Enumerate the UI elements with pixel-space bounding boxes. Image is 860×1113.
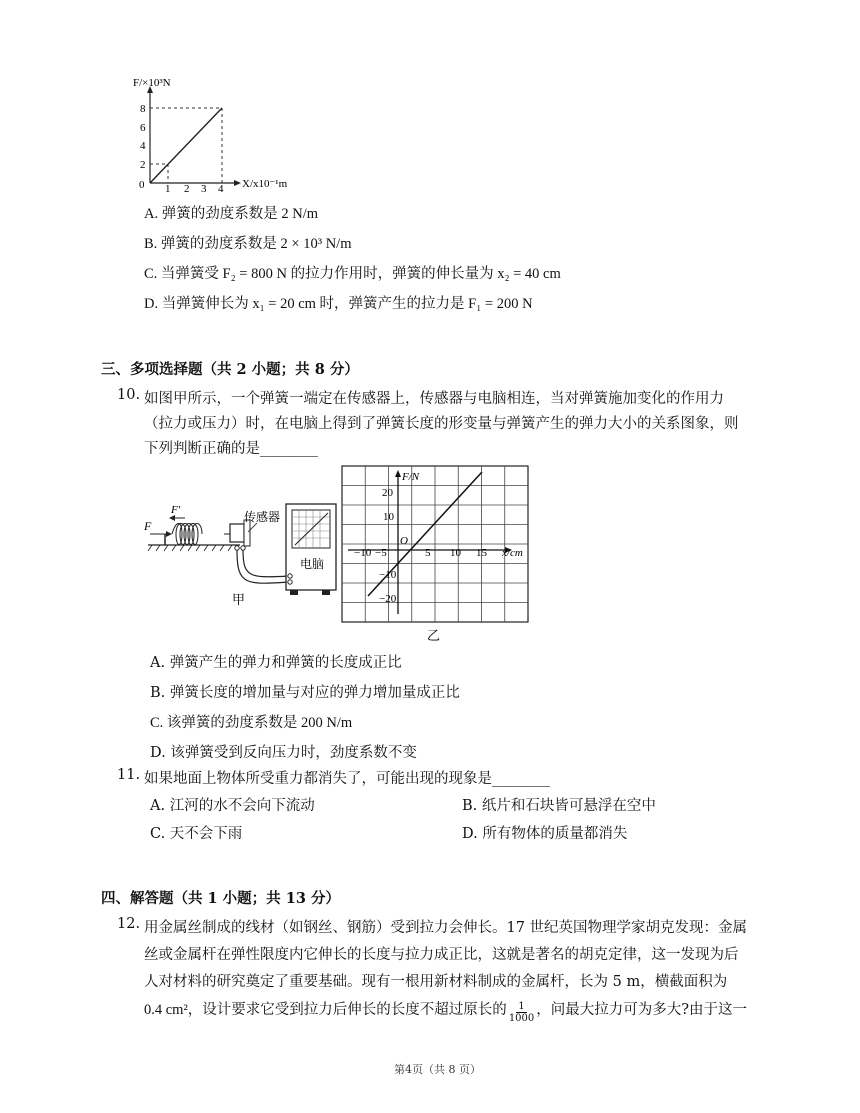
q12-line2: 丝或金属杆在弹性限度内它伸长的长度与拉力成正比，这就是著名的胡克定律，这一发现为后 [144,947,739,963]
q10-graph-y-label: F/N [402,471,420,483]
q12-line4-end: ，问最大拉力可为多大?由于这一 [536,1002,748,1018]
q10-computer-label: 电脑 [300,557,325,571]
q11-option-a[interactable]: A. 江河的水不会向下流动 [150,798,315,814]
q10-force-label: F [144,519,152,533]
q10-force-prime-label: F′ [171,504,181,516]
q10-graph-x-label: x/cm [502,547,523,559]
q10-stem-line3: 下列判断正确的是________ [144,441,318,457]
q10-graph-y-tick: −20 [379,593,397,605]
q10-graph-x-tick: 5 [425,547,431,559]
q9-origin: 0 [139,179,145,191]
q9-x-axis-label: X/x10⁻¹m [242,178,288,190]
q10-stem-line2: （拉力或压力）时，在电脑上得到了弹簧长度的形变量与弹簧产生的弹力大小的关系图象，则 [144,416,739,432]
q11-option-c[interactable]: C. 天不会下雨 [150,826,243,842]
q12-line4-start: 0.4 cm²，设计要求它受到拉力后伸长的长度不超过原长的 [144,1002,507,1018]
q10-graph-y-tick: 10 [383,511,394,523]
q9-x-tick: 3 [201,183,207,193]
q12-line4 [144,997,748,1024]
q10-figure-jia [140,490,340,610]
q9-option-a[interactable]: A. 弹簧的劲度系数是 2 N/m [144,206,318,222]
q9-option-d[interactable]: D. 当弹簧伸长为 x₁ = 20 cm 时，弹簧产生的拉力是 F₁ = 200 N [144,296,533,312]
q9-y-tick: 6 [140,122,146,134]
q11-number: 11. [117,767,141,783]
q10-graph-origin: O [400,535,408,547]
q9-x-tick: 2 [184,183,190,193]
q10-graph-y-tick: 20 [382,487,393,499]
q11-option-d[interactable]: D. 所有物体的质量都消失 [462,826,628,842]
q10-number: 10. [117,387,141,403]
q10-graph-x-tick: −5 [375,547,387,559]
q9-y-tick: 2 [140,159,146,171]
q9-y-tick: 8 [140,103,146,115]
q10-yi-label: 乙 [427,628,441,643]
q10-jia-label: 甲 [232,592,246,607]
page-footer: 第4页（共 8 页） [394,1063,481,1076]
q12-fraction-denominator: 1000 [508,1013,535,1024]
q9-force-extension-graph [125,78,295,193]
q9-option-c[interactable]: C. 当弹簧受 F₂ = 800 N 的拉力作用时，弹簧的伸长量为 x₂ = 40 cm [144,266,561,282]
q10-graph-x-tick: 15 [476,547,487,559]
q9-x-tick: 1 [165,183,171,193]
q11-option-b[interactable]: B. 纸片和石块皆可悬浮在空中 [462,798,656,814]
q10-option-b[interactable]: B. 弹簧长度的增加量与对应的弹力增加量成正比 [150,685,460,701]
q10-graph-x-tick: −10 [354,547,372,559]
q10-option-a[interactable]: A. 弹簧产生的弹力和弹簧的长度成正比 [150,655,402,671]
q12-fraction-numerator: 1 [518,1001,525,1012]
q10-stem-line1: 如图甲所示，一个弹簧一端定在传感器上，传感器与电脑相连，当对弹簧施加变化的作用力 [144,391,724,407]
section-3-title: 三、多项选择题（共 2 小题；共 8 分） [101,361,359,378]
q10-graph-x-tick: 10 [450,547,461,559]
q10-sensor-label: 传感器 [244,510,281,524]
section-4-title: 四、解答题（共 1 小题；共 13 分） [101,890,340,907]
q9-y-tick: 4 [140,140,146,152]
q10-graph-y-tick: −10 [379,569,397,581]
q12-line1: 用金属丝制成的线材（如钢丝、钢筋）受到拉力会伸长。17 世纪英国物理学家胡克发现：金属 [144,920,748,936]
q10-option-d[interactable]: D. 该弹簧受到反向压力时，劲度系数不变 [150,745,417,761]
q9-x-tick: 4 [218,183,224,193]
q12-number: 12. [117,916,141,932]
q12-line3: 人对材料的研究奠定了重要基础。现有一根用新材料制成的金属杆，长为 5 m，横截面积为 [144,974,728,990]
q11-stem: 如果地面上物体所受重力都消失了，可能出现的现象是________ [144,771,550,787]
q10-option-c[interactable]: C. 该弹簧的劲度系数是 200 N/m [150,715,353,731]
q9-option-b[interactable]: B. 弹簧的劲度系数是 2 × 10³ N/m [144,236,352,252]
q12-fraction [509,1001,534,1024]
q10-figure-yi-graph [340,464,530,644]
q9-y-axis-label: F/×10³N [133,78,171,89]
